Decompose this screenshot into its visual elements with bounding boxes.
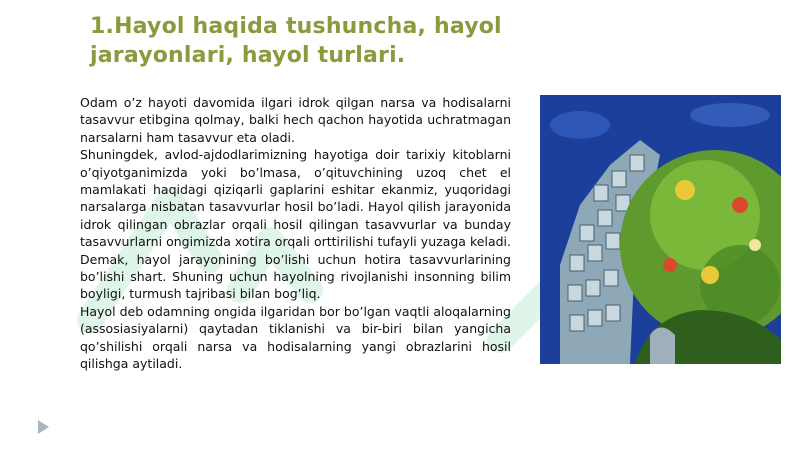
slide-title: 1.Hayol haqida tushuncha, hayol jarayonlari, hayol turlari.	[90, 14, 502, 68]
paragraph-1: Odam o’z hayoti davomida ilgari idrok qilgan narsa va hodisalarni tasavvur etibgina qolmay, balki hech qachon hayotida uchratmagan narsalarni ham tasavvur eta oladi.	[80, 95, 511, 145]
play-triangle-icon[interactable]	[38, 420, 49, 434]
surreal-imagination-picture	[540, 95, 781, 364]
body-text	[80, 94, 511, 373]
paragraph-2: Shuningdek, avlod-ajdodlarimizning hayotiga doir tarixiy kitoblarni o’qiyotganimizda yoki bo’lmasa, o’qituvchining uzoq chet el mamlakati haqidagi qiziqarli gaplarini eshitar ekanmiz, yuqoridagi narsalarga nisbatan tasavvurlar hosil bo’ladi. Hayol qilish jarayonida idrok qilingan obrazlar orqali hosil qilingan tasavvurlar va bunday tasavvurlarni ongimizda xotira orqali orttirilishi tufayli yuzaga keladi. Demak, hayol jarayonining bo’lishi uchun hotira tasavvurlarining bo’lishi shart. Shuning uchun hayolning rivojlanishi insonning bilim boyligi, turmush tajribasi bilan bog’liq.	[80, 147, 511, 302]
paragraph-3: Hayol deb odamning ongida ilgaridan bor bo’lgan vaqtli aloqalarning (assosiasiyalarni) qaytadan tiklanishi va bir-biri bilan yangicha qo’shilishi orqali narsa va hodisalarning yangi obrazlarini hosil qilishga aytiladi.	[80, 303, 511, 372]
illustration-image	[540, 95, 781, 364]
